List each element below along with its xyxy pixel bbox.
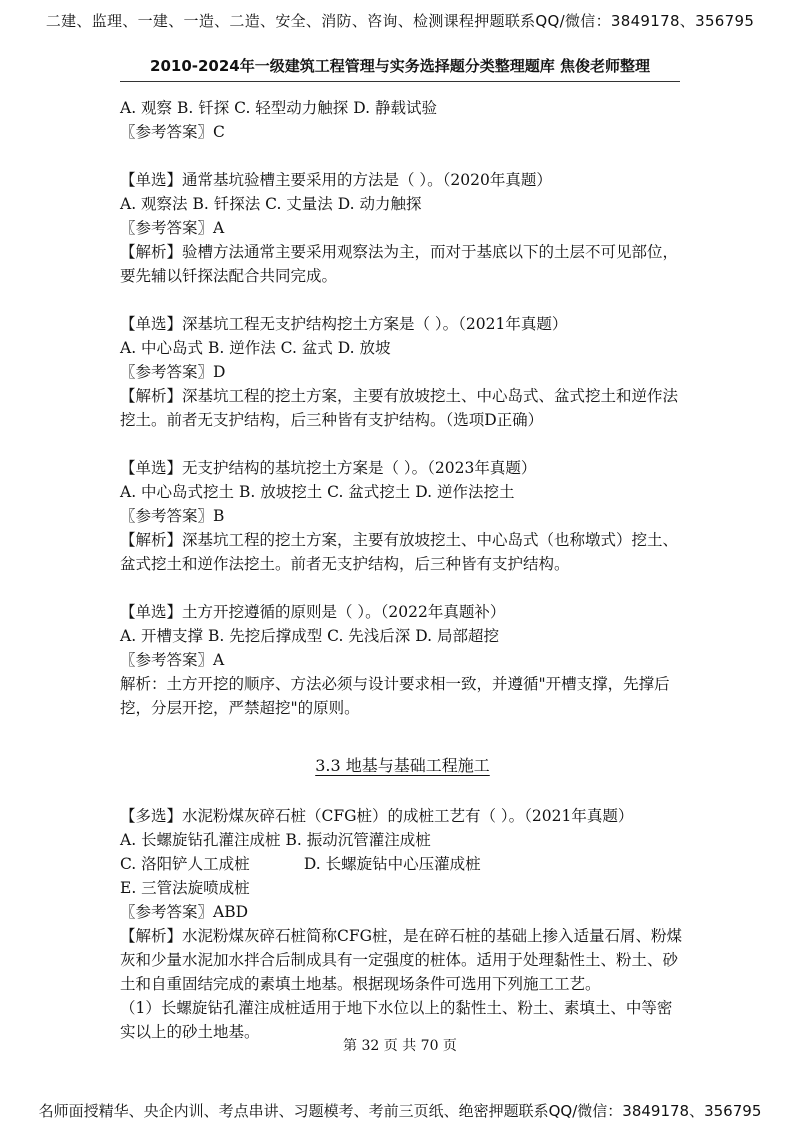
explanation-paragraph: 【解析】深基坑工程的挖土方案，主要有放坡挖土、中心岛式（也称墩式）挖土、盆式挖土和逆作法挖土。前者无支护结构，后三种皆有支护结构。 xyxy=(120,531,679,573)
section-title: 3.3 地基与基础工程施工 xyxy=(315,756,490,775)
top-contact-banner: 二建、监理、一建、一造、二造、安全、消防、咨询、检测课程押题联系QQ/微信：3849178、356795 xyxy=(45,12,755,30)
answer-line: 〖参考答案〗A xyxy=(120,651,225,669)
options-line: E. 三管法旋喷成桩 xyxy=(120,879,250,897)
answer-line: 〖参考答案〗C xyxy=(120,123,225,141)
question-content xyxy=(120,96,685,1044)
options-line: A. 中心岛式挖土 B. 放坡挖土 C. 盆式挖土 D. 逆作法挖土 xyxy=(120,483,515,501)
document-header: 2010-2024年一级建筑工程管理与实务选择题分类整理题库 焦俊老师整理 xyxy=(120,55,680,82)
options-line: A. 观察 B. 钎探 C. 轻型动力触探 D. 静载试验 xyxy=(120,99,437,117)
options-line: A. 观察法 B. 钎探法 C. 丈量法 D. 动力触探 xyxy=(120,195,422,213)
question-line: 【单选】深基坑工程无支护结构挖土方案是（ ）。（2021年真题） xyxy=(120,315,568,333)
options-line: C. 洛阳铲人工成桩 D. 长螺旋钻中心压灌成桩 xyxy=(120,855,481,873)
explanation-paragraph: 【解析】水泥粉煤灰碎石桩简称CFG桩，是在碎石桩的基础上掺入适量石屑、粉煤灰和少量水泥加水拌合后制成具有一定强度的桩体。适用于处理黏性土、粉土、砂土和自重固结完成的素填土地基。根据现场条件可选用下列施工工艺。 xyxy=(120,927,682,993)
answer-line: 〖参考答案〗A xyxy=(120,219,225,237)
explanation-paragraph: 解析：土方开挖的顺序、方法必须与设计要求相一致，并遵循"开槽支撑，先撑后挖，分层开挖，严禁超挖"的原则。 xyxy=(120,675,670,717)
answer-line: 〖参考答案〗ABD xyxy=(120,903,249,921)
question-line: 【单选】土方开挖遵循的原则是（ ）。（2022年真题补） xyxy=(120,603,506,621)
page-number: 第 32 页 共 70 页 xyxy=(343,1038,457,1054)
explanation-paragraph: 【解析】深基坑工程的挖土方案，主要有放坡挖土、中心岛式、盆式挖土和逆作法挖土。前者无支护结构，后三种皆有支护结构。（选项D正确） xyxy=(120,387,679,429)
options-line: A. 中心岛式 B. 逆作法 C. 盆式 D. 放坡 xyxy=(120,339,391,357)
bottom-contact-banner: 名师面授精华、央企内训、考点串讲、习题模考、考前三页纸、绝密押题联系QQ/微信：3849178、356795 xyxy=(38,1102,762,1120)
explanation-paragraph: 【解析】验槽方法通常主要采用观察法为主，而对于基底以下的土层不可见部位，要先辅以钎探法配合共同完成。 xyxy=(120,243,679,285)
explanation-paragraph: （1）长螺旋钻孔灌注成桩适用于地下水位以上的黏性土、粉土、素填土、中等密实以上的砂土地基。 xyxy=(120,999,673,1041)
options-line: A. 开槽支撑 B. 先挖后撑成型 C. 先浅后深 D. 局部超挖 xyxy=(120,627,499,645)
question-line: 【单选】无支护结构的基坑挖土方案是（ ）。（2023年真题） xyxy=(120,459,537,477)
question-line: 【单选】通常基坑验槽主要采用的方法是（ ）。（2020年真题） xyxy=(120,171,552,189)
question-line: 【多选】水泥粉煤灰碎石桩（CFG桩）的成桩工艺有（ ）。（2021年真题） xyxy=(120,807,634,825)
answer-line: 〖参考答案〗D xyxy=(120,363,226,381)
options-line: A. 长螺旋钻孔灌注成桩 B. 振动沉管灌注成桩 xyxy=(120,831,431,849)
answer-line: 〖参考答案〗B xyxy=(120,507,225,525)
